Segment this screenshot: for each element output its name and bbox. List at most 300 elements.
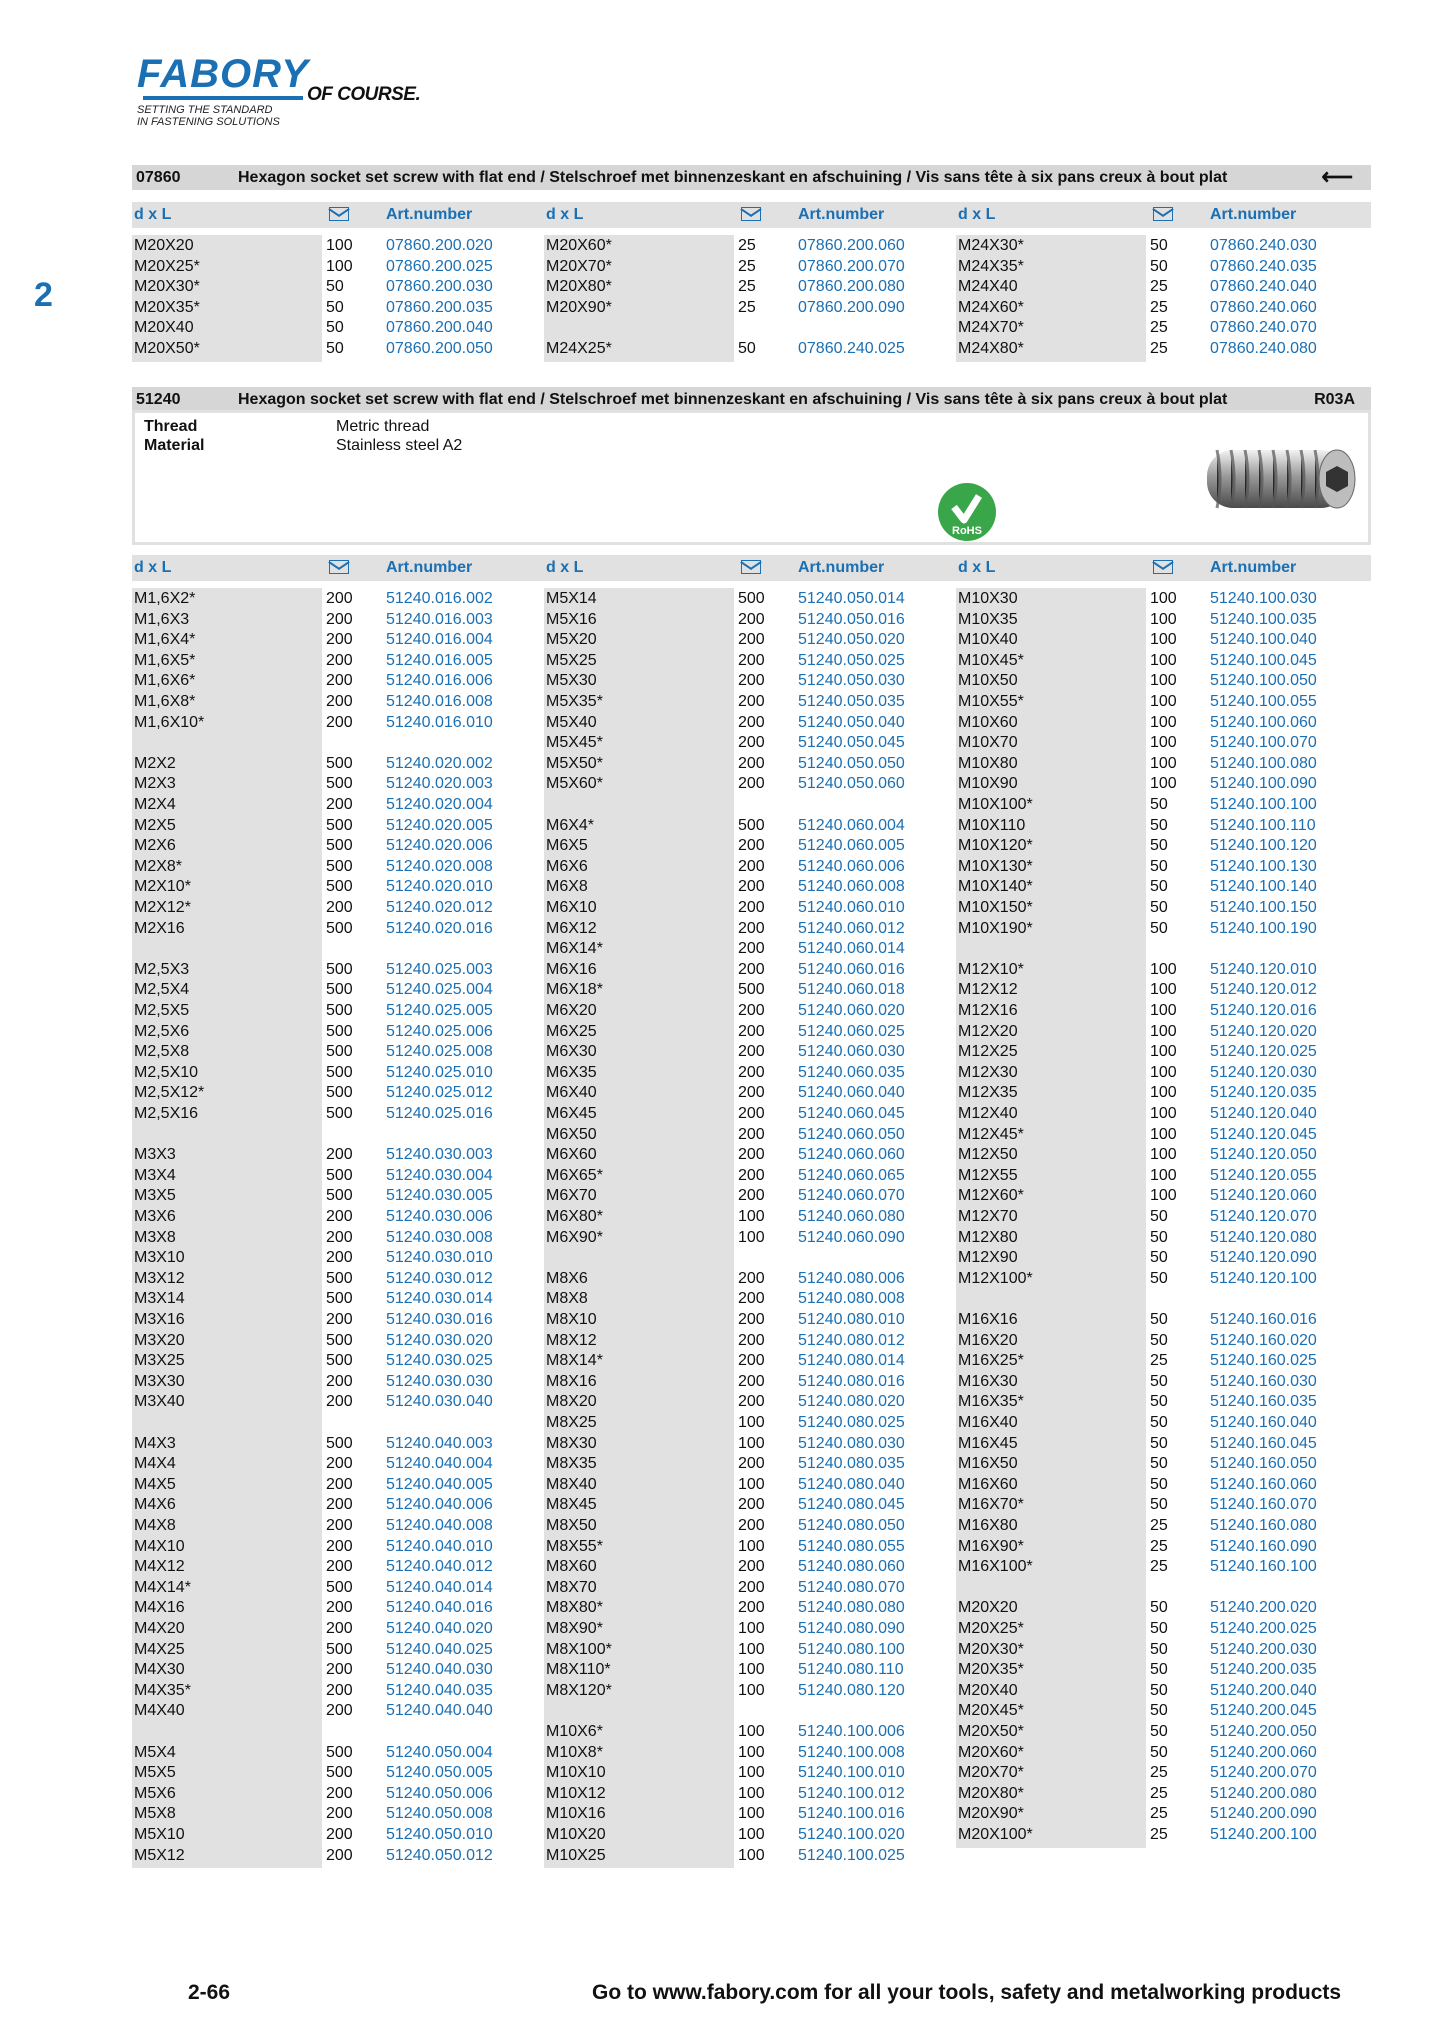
table-row — [544, 630, 944, 651]
article-number-link[interactable]: 51240.080.060 — [798, 1558, 905, 1576]
quantity-cell: 50 — [1150, 1331, 1168, 1349]
article-number-link[interactable]: 51240.040.008 — [386, 1517, 493, 1534]
table-row — [132, 1351, 532, 1372]
brand-tagline — [137, 104, 280, 128]
article-number-link[interactable]: 51240.080.120 — [798, 1681, 905, 1699]
size-cell: M10X45* — [958, 651, 1024, 669]
article-number-link[interactable]: 51240.060.014 — [798, 940, 905, 958]
article-number-link[interactable]: 51240.040.005 — [386, 1475, 493, 1493]
article-number-link[interactable]: 51240.120.035 — [1210, 1084, 1317, 1102]
article-number-link[interactable]: 51240.050.045 — [798, 734, 905, 752]
article-number-link[interactable]: 51240.080.080 — [798, 1599, 905, 1617]
article-number-link[interactable]: 51240.020.008 — [386, 857, 493, 875]
article-number-link[interactable]: 51240.200.030 — [1210, 1640, 1317, 1658]
article-number-link[interactable]: 51240.160.100 — [1210, 1558, 1317, 1576]
article-number-link[interactable]: 51240.100.012 — [798, 1784, 905, 1802]
article-number-link[interactable]: 07860.200.030 — [386, 278, 493, 296]
quantity-cell: 500 — [326, 1187, 353, 1205]
table-row — [132, 236, 532, 257]
article-number-link[interactable]: 07860.240.080 — [1210, 340, 1317, 357]
article-number-link[interactable]: 51240.120.040 — [1210, 1105, 1317, 1122]
article-number-link[interactable]: 07860.200.090 — [798, 298, 905, 316]
table-row — [132, 1166, 532, 1187]
quantity-cell: 100 — [326, 237, 353, 254]
table-row — [132, 257, 532, 278]
article-number-link[interactable]: 51240.160.016 — [1210, 1311, 1317, 1328]
article-number-link[interactable]: 51240.080.090 — [798, 1620, 905, 1637]
article-number-link[interactable]: 51240.080.014 — [798, 1352, 905, 1370]
article-number-link[interactable]: 51240.040.003 — [386, 1434, 493, 1452]
size-cell: M20X40 — [958, 1681, 1018, 1699]
article-number-link[interactable]: 51240.100.040 — [1210, 631, 1317, 649]
article-number-link[interactable]: 51240.160.045 — [1210, 1434, 1317, 1452]
article-number-link[interactable]: 51240.080.008 — [798, 1290, 905, 1308]
size-cell: M10X140* — [958, 878, 1033, 896]
table-row — [132, 1042, 532, 1063]
col-header-dxl: d x L — [134, 206, 172, 223]
quantity-cell: 200 — [326, 1702, 353, 1720]
article-number-link[interactable]: 51240.025.004 — [386, 981, 493, 999]
article-number-link[interactable]: 51240.030.004 — [386, 1166, 493, 1184]
table-row — [544, 1516, 944, 1537]
quantity-cell: 100 — [1150, 754, 1177, 772]
article-number-link[interactable]: 51240.200.040 — [1210, 1681, 1317, 1699]
article-number-link[interactable]: 51240.050.005 — [386, 1764, 493, 1782]
table-row — [956, 795, 1356, 816]
table-row — [132, 1537, 532, 1558]
article-number-link[interactable]: 51240.050.014 — [798, 590, 905, 607]
article-number-link[interactable]: 07860.240.030 — [1210, 237, 1317, 254]
article-number-link[interactable]: 51240.100.100 — [1210, 796, 1317, 813]
article-number-link[interactable]: 07860.200.035 — [386, 298, 493, 316]
article-number-link[interactable]: 51240.080.110 — [798, 1661, 904, 1679]
article-number-link[interactable]: 07860.200.070 — [798, 257, 905, 275]
size-cell: M20X25* — [134, 257, 200, 275]
table-row — [132, 339, 532, 360]
article-number-link[interactable]: 51240.050.016 — [798, 610, 905, 628]
article-number-link[interactable]: 07860.240.070 — [1210, 319, 1317, 337]
size-cell: M6X20 — [546, 1002, 597, 1019]
article-number-link[interactable]: 51240.060.090 — [798, 1228, 905, 1246]
quantity-cell: 25 — [1150, 340, 1168, 357]
size-cell: M5X40 — [546, 713, 597, 731]
article-number-link[interactable]: 51240.160.035 — [1210, 1393, 1317, 1411]
article-number-link[interactable]: 51240.060.020 — [798, 1002, 905, 1019]
article-number-link[interactable]: 51240.080.020 — [798, 1393, 905, 1411]
size-cell: M5X14 — [546, 590, 597, 607]
article-number-link[interactable]: 51240.100.140 — [1210, 878, 1317, 896]
table-row — [132, 898, 532, 919]
article-number-link[interactable]: 51240.050.008 — [386, 1805, 493, 1823]
quantity-cell: 100 — [1150, 631, 1177, 649]
article-number-link[interactable]: 51240.200.050 — [1210, 1723, 1317, 1740]
article-number-link[interactable]: 51240.080.055 — [798, 1537, 905, 1555]
article-number-link[interactable]: 51240.030.016 — [386, 1311, 493, 1328]
size-cell: M8X35 — [546, 1455, 597, 1473]
article-number-link[interactable]: 51240.100.130 — [1210, 857, 1317, 875]
table-row — [956, 857, 1356, 878]
article-number-link[interactable]: 51240.040.025 — [386, 1640, 493, 1658]
size-cell: M4X5 — [134, 1475, 176, 1493]
table-row — [544, 339, 944, 360]
quantity-cell: 500 — [326, 1764, 353, 1782]
article-number-link[interactable]: 51240.100.190 — [1210, 919, 1317, 937]
article-number-link[interactable]: 51240.050.020 — [798, 631, 905, 649]
article-number-link[interactable]: 51240.100.090 — [1210, 775, 1317, 793]
article-number-link[interactable]: 51240.020.006 — [386, 837, 493, 855]
article-number-link[interactable]: 51240.030.020 — [386, 1331, 493, 1349]
article-number-link[interactable]: 51240.200.080 — [1210, 1784, 1317, 1802]
quantity-cell: 500 — [326, 1022, 353, 1040]
table-row — [544, 1186, 944, 1207]
thread-value: Metric thread — [336, 418, 430, 435]
article-number-link[interactable]: 51240.030.003 — [386, 1146, 493, 1164]
article-number-link[interactable]: 51240.016.004 — [386, 631, 493, 649]
article-number-link[interactable]: 51240.060.008 — [798, 878, 905, 896]
quantity-cell: 50 — [1150, 816, 1168, 834]
size-cell: M4X6 — [134, 1496, 176, 1514]
table-row — [956, 1763, 1356, 1784]
size-cell: M3X25 — [134, 1352, 185, 1370]
quantity-cell: 500 — [326, 919, 353, 937]
quantity-cell: 100 — [1150, 713, 1177, 731]
article-number-link[interactable]: 51240.100.008 — [798, 1743, 905, 1761]
arrow-left-icon: ⟵ — [1321, 164, 1353, 189]
article-number-link[interactable]: 51240.100.080 — [1210, 754, 1317, 772]
article-number-link[interactable]: 51240.080.040 — [798, 1475, 905, 1493]
article-number-link[interactable]: 51240.050.030 — [798, 672, 905, 690]
article-number-link[interactable]: 51240.080.045 — [798, 1496, 905, 1514]
size-cell: M6X50 — [546, 1125, 597, 1143]
table-row — [544, 1413, 944, 1434]
article-number-link[interactable]: 07860.200.060 — [798, 237, 905, 254]
article-number-link[interactable]: 51240.030.010 — [386, 1249, 493, 1267]
article-number-link[interactable]: 51240.016.003 — [386, 610, 493, 628]
size-cell: M2,5X3 — [134, 960, 190, 978]
article-number-link[interactable]: 07860.200.025 — [386, 257, 493, 275]
article-number-link[interactable]: 51240.060.006 — [798, 857, 905, 875]
article-number-link[interactable]: 51240.060.040 — [798, 1084, 905, 1102]
article-number-link[interactable]: 51240.030.005 — [386, 1187, 493, 1205]
article-number-link[interactable]: 51240.025.008 — [386, 1043, 493, 1061]
article-number-link[interactable]: 51240.060.045 — [798, 1105, 905, 1122]
quantity-cell: 25 — [1150, 298, 1168, 316]
size-cell: M8X14* — [546, 1352, 603, 1370]
article-number-link[interactable]: 51240.080.016 — [798, 1372, 905, 1390]
size-cell: M1,6X4* — [134, 631, 196, 649]
article-number-link[interactable]: 07860.200.040 — [386, 319, 493, 337]
article-number-link[interactable]: 51240.016.010 — [386, 713, 493, 731]
quantity-cell: 200 — [738, 1290, 765, 1308]
article-number-link[interactable]: 51240.050.025 — [798, 651, 905, 669]
article-number-link[interactable]: 51240.100.035 — [1210, 610, 1317, 628]
table-row — [544, 1454, 944, 1475]
article-number-link[interactable]: 51240.120.045 — [1210, 1125, 1317, 1143]
article-number-link[interactable]: 51240.020.016 — [386, 919, 493, 937]
article-number-link[interactable]: 51240.160.030 — [1210, 1372, 1317, 1390]
article-number-link[interactable]: 51240.160.040 — [1210, 1414, 1317, 1431]
article-number-link[interactable]: 51240.120.090 — [1210, 1249, 1317, 1267]
article-number-link[interactable]: 51240.100.060 — [1210, 713, 1317, 731]
article-number-link[interactable]: 51240.050.004 — [386, 1743, 493, 1761]
table-row — [956, 1784, 1356, 1805]
article-number-link[interactable]: 51240.080.010 — [798, 1311, 905, 1328]
article-number-link[interactable]: 51240.060.060 — [798, 1146, 905, 1164]
article-number-link[interactable]: 51240.060.010 — [798, 899, 905, 916]
article-number-link[interactable]: 51240.100.120 — [1210, 837, 1317, 855]
article-number-link[interactable]: 51240.160.090 — [1210, 1537, 1317, 1555]
article-number-link[interactable]: 51240.060.035 — [798, 1063, 905, 1081]
article-number-link[interactable]: 51240.100.110 — [1210, 816, 1316, 834]
article-number-link[interactable]: 51240.040.012 — [386, 1558, 493, 1576]
col-header-dxl: d x L — [958, 559, 996, 576]
section-number: 2 — [34, 276, 53, 314]
quantity-cell: 50 — [326, 319, 344, 337]
article-number-link[interactable]: 51240.100.020 — [798, 1826, 905, 1843]
article-number-link[interactable]: 51240.100.070 — [1210, 734, 1317, 752]
size-cell: M6X70 — [546, 1187, 597, 1205]
size-cell: M10X20 — [546, 1826, 606, 1843]
article-number-link[interactable]: 51240.020.012 — [386, 899, 493, 916]
article-number-link[interactable]: 51240.060.016 — [798, 960, 905, 978]
article-number-link[interactable]: 51240.100.055 — [1210, 693, 1317, 710]
table-row — [544, 1207, 944, 1228]
col-header-dxl: d x L — [546, 206, 584, 223]
article-number-link[interactable]: 51240.040.004 — [386, 1455, 493, 1473]
article-number-link[interactable]: 51240.120.100 — [1210, 1269, 1317, 1287]
size-cell: M12X55 — [958, 1166, 1018, 1184]
article-number-link[interactable]: 51240.050.006 — [386, 1784, 493, 1802]
article-number-link[interactable]: 51240.050.060 — [798, 775, 905, 793]
article-number-link[interactable]: 51240.160.020 — [1210, 1331, 1317, 1349]
article-number-link[interactable]: 51240.200.100 — [1210, 1826, 1317, 1843]
article-number-link[interactable]: 51240.025.010 — [386, 1063, 493, 1081]
size-cell: M3X8 — [134, 1228, 176, 1246]
article-number-link[interactable]: 51240.120.050 — [1210, 1146, 1317, 1164]
article-number-link[interactable]: 51240.020.010 — [386, 878, 493, 896]
article-number-link[interactable]: 51240.030.012 — [386, 1269, 493, 1287]
table-row — [132, 1331, 532, 1352]
quantity-cell: 200 — [326, 1661, 353, 1679]
size-cell: M6X8 — [546, 878, 588, 896]
article-number-link[interactable]: 51240.100.016 — [798, 1805, 905, 1823]
size-cell: M2X3 — [134, 775, 176, 793]
article-number-link[interactable]: 51240.080.050 — [798, 1517, 905, 1534]
article-number-link[interactable]: 51240.040.030 — [386, 1661, 493, 1679]
article-number-link[interactable]: 51240.030.006 — [386, 1208, 493, 1225]
col-header-art-number: Art.number — [1210, 559, 1297, 576]
article-number-link[interactable]: 51240.120.020 — [1210, 1022, 1317, 1040]
article-number-link[interactable]: 51240.030.008 — [386, 1228, 493, 1246]
article-number-link[interactable]: 51240.080.100 — [798, 1640, 905, 1658]
article-number-link[interactable]: 51240.160.080 — [1210, 1517, 1317, 1534]
article-number-link[interactable]: 51240.160.050 — [1210, 1455, 1317, 1473]
article-number-link[interactable]: 51240.080.035 — [798, 1455, 905, 1473]
table-row — [132, 1598, 532, 1619]
article-number-link[interactable]: 51240.060.005 — [798, 837, 905, 855]
article-number-link[interactable]: 51240.120.012 — [1210, 981, 1317, 999]
article-number-link[interactable]: 51240.120.070 — [1210, 1208, 1317, 1225]
article-number-link[interactable]: 51240.080.012 — [798, 1331, 905, 1349]
article-number-link[interactable]: 51240.060.080 — [798, 1208, 905, 1225]
article-number-link[interactable]: 51240.050.050 — [798, 754, 905, 772]
article-number-link[interactable]: 51240.100.050 — [1210, 672, 1317, 690]
article-number-link[interactable]: 07860.200.020 — [386, 237, 493, 254]
article-number-link[interactable]: 51240.040.010 — [386, 1537, 493, 1555]
article-number-link[interactable]: 51240.016.002 — [386, 590, 493, 607]
article-number-link[interactable]: 51240.160.060 — [1210, 1475, 1317, 1493]
quantity-cell: 100 — [1150, 1187, 1177, 1205]
product-header-07860 — [132, 165, 1371, 190]
article-number-link[interactable]: 51240.120.060 — [1210, 1187, 1317, 1205]
article-number-link[interactable]: 51240.100.045 — [1210, 651, 1317, 669]
rohs-icon — [937, 482, 997, 542]
article-number-link[interactable]: 51240.080.025 — [798, 1414, 905, 1431]
col-header-dxl: d x L — [958, 206, 996, 223]
article-number-link[interactable]: 51240.050.012 — [386, 1846, 493, 1864]
article-number-link[interactable]: 51240.200.035 — [1210, 1661, 1317, 1679]
article-number-link[interactable]: 51240.120.025 — [1210, 1043, 1317, 1061]
article-number-link[interactable]: 51240.100.150 — [1210, 899, 1317, 916]
quantity-cell: 50 — [1150, 1208, 1168, 1225]
article-number-link[interactable]: 07860.240.040 — [1210, 278, 1317, 296]
article-number-link[interactable]: 51240.025.006 — [386, 1022, 493, 1040]
article-number-link[interactable]: 51240.020.004 — [386, 796, 493, 813]
quantity-cell: 50 — [1150, 1475, 1168, 1493]
article-number-link[interactable]: 51240.025.016 — [386, 1105, 493, 1122]
article-number-link[interactable]: 51240.030.030 — [386, 1372, 493, 1390]
article-number-link[interactable]: 51240.100.030 — [1210, 590, 1317, 607]
article-number-link[interactable]: 07860.240.025 — [798, 340, 905, 357]
table-row — [544, 1392, 944, 1413]
article-number-link[interactable]: 07860.240.060 — [1210, 298, 1317, 316]
size-cell: M4X14* — [134, 1578, 191, 1596]
quantity-cell: 200 — [738, 1517, 765, 1534]
article-number-link[interactable]: 51240.016.006 — [386, 672, 493, 690]
article-number-link[interactable]: 51240.050.035 — [798, 693, 905, 710]
col-header-art-number: Art.number — [386, 206, 473, 223]
size-cell: M1,6X10* — [134, 713, 205, 731]
size-cell: M12X30 — [958, 1063, 1018, 1081]
quantity-cell: 100 — [1150, 610, 1177, 628]
article-number-link[interactable]: 51240.050.040 — [798, 713, 905, 731]
article-number-link[interactable]: 51240.120.030 — [1210, 1063, 1317, 1081]
size-cell: M3X3 — [134, 1146, 176, 1164]
size-cell: M3X10 — [134, 1249, 185, 1267]
quantity-cell: 50 — [1150, 796, 1168, 813]
article-number-link[interactable]: 51240.050.010 — [386, 1826, 493, 1843]
article-number-link[interactable]: 51240.200.060 — [1210, 1743, 1317, 1761]
quantity-cell: 500 — [326, 1578, 353, 1596]
article-number-link[interactable]: 51240.200.070 — [1210, 1764, 1317, 1782]
article-number-link[interactable]: 51240.120.080 — [1210, 1228, 1317, 1246]
article-number-link[interactable]: 51240.200.020 — [1210, 1599, 1317, 1617]
article-number-link[interactable]: 51240.040.040 — [386, 1702, 493, 1720]
article-number-link[interactable]: 51240.120.055 — [1210, 1166, 1317, 1184]
article-number-link[interactable]: 51240.120.016 — [1210, 1002, 1317, 1019]
quantity-cell: 500 — [326, 1002, 353, 1019]
table-row — [956, 236, 1356, 257]
article-number-link[interactable]: 51240.016.008 — [386, 693, 493, 710]
article-number-link[interactable]: 51240.080.070 — [798, 1578, 905, 1596]
article-number-link[interactable]: 51240.040.006 — [386, 1496, 493, 1514]
article-number-link[interactable]: 51240.100.006 — [798, 1723, 905, 1740]
table-row — [544, 1063, 944, 1084]
quantity-cell: 500 — [326, 754, 353, 772]
quantity-cell: 500 — [326, 981, 353, 999]
article-number-link[interactable]: 51240.040.035 — [386, 1681, 493, 1699]
article-number-link[interactable]: 51240.200.090 — [1210, 1805, 1317, 1823]
article-number-link[interactable]: 51240.060.070 — [798, 1187, 905, 1205]
article-number-link[interactable]: 51240.040.020 — [386, 1620, 493, 1637]
quantity-cell: 100 — [1150, 981, 1177, 999]
quantity-cell: 200 — [738, 1331, 765, 1349]
article-number-link[interactable]: 51240.200.045 — [1210, 1702, 1317, 1720]
article-number-link[interactable]: 51240.025.003 — [386, 960, 493, 978]
size-cell: M6X80* — [546, 1208, 603, 1225]
article-number-link[interactable]: 51240.030.025 — [386, 1352, 493, 1370]
article-number-link[interactable]: 07860.200.050 — [386, 340, 493, 357]
quantity-cell: 25 — [1150, 1517, 1168, 1534]
tagline-line-2: IN FASTENING SOLUTIONS — [137, 116, 280, 128]
article-number-link[interactable]: 51240.160.025 — [1210, 1352, 1317, 1370]
quantity-cell: 100 — [1150, 1166, 1177, 1184]
quantity-cell: 200 — [738, 899, 765, 916]
article-number-link[interactable]: 51240.060.030 — [798, 1043, 905, 1061]
article-number-link[interactable]: 51240.020.003 — [386, 775, 493, 793]
article-number-link[interactable]: 51240.080.006 — [798, 1269, 905, 1287]
article-number-link[interactable]: 51240.040.016 — [386, 1599, 493, 1617]
article-number-link[interactable]: 51240.200.025 — [1210, 1620, 1317, 1637]
quantity-cell: 25 — [1150, 1352, 1168, 1370]
quantity-cell: 200 — [738, 1084, 765, 1102]
quantity-cell: 200 — [326, 1620, 353, 1637]
article-number-link[interactable]: 51240.030.040 — [386, 1393, 493, 1411]
article-number-link[interactable]: 51240.060.012 — [798, 919, 905, 937]
article-number-link[interactable]: 51240.160.070 — [1210, 1496, 1317, 1514]
article-number-link[interactable]: 07860.240.035 — [1210, 257, 1317, 275]
article-number-link[interactable]: 07860.200.080 — [798, 278, 905, 296]
table-row — [544, 1722, 944, 1743]
article-number-link[interactable]: 51240.060.050 — [798, 1125, 905, 1143]
article-number-link[interactable]: 51240.100.010 — [798, 1764, 905, 1782]
article-number-link[interactable]: 51240.120.010 — [1210, 960, 1317, 978]
article-number-link[interactable]: 51240.025.005 — [386, 1002, 493, 1019]
quantity-cell: 500 — [738, 816, 765, 834]
size-cell: M16X90* — [958, 1537, 1024, 1555]
article-number-link[interactable]: 51240.060.065 — [798, 1166, 905, 1184]
article-number-link[interactable]: 51240.016.005 — [386, 651, 493, 669]
size-cell: M16X40 — [958, 1414, 1018, 1431]
size-cell: M16X16 — [958, 1311, 1018, 1328]
article-number-link[interactable]: 51240.025.012 — [386, 1084, 493, 1102]
article-number-link[interactable]: 51240.020.005 — [386, 816, 493, 834]
envelope-icon — [329, 202, 349, 228]
quantity-cell: 50 — [1150, 257, 1168, 275]
quantity-cell: 200 — [738, 651, 765, 669]
size-cell: M6X5 — [546, 837, 588, 855]
table-row — [544, 939, 944, 960]
article-number-link[interactable]: 51240.060.004 — [798, 816, 905, 834]
article-number-link[interactable]: 51240.040.014 — [386, 1578, 493, 1596]
size-cell: M2,5X4 — [134, 981, 190, 999]
article-number-link[interactable]: 51240.030.014 — [386, 1290, 493, 1308]
article-number-link[interactable]: 51240.080.030 — [798, 1434, 905, 1452]
article-number-link[interactable]: 51240.060.025 — [798, 1022, 905, 1040]
article-number-link[interactable]: 51240.020.002 — [386, 754, 493, 772]
article-number-link[interactable]: 51240.100.025 — [798, 1846, 905, 1864]
article-number-link[interactable]: 51240.060.018 — [798, 981, 905, 999]
